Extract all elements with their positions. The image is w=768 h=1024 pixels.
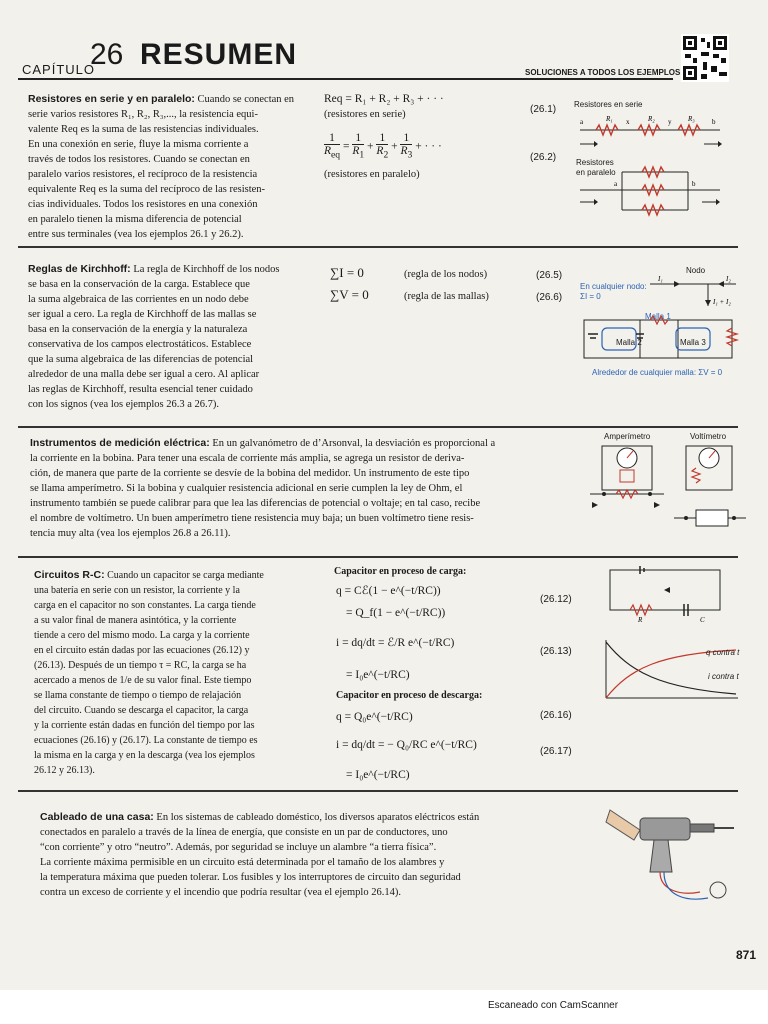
figure-label: i contra t	[708, 672, 739, 681]
rc-circuit-and-graph	[600, 560, 740, 704]
section-heading: Resistores en serie y en paralelo:	[28, 93, 195, 105]
series-parallel-text: Resistores en serie y en paralelo: Cuando se conectan en serie varios resistores R₁, R₂, R₃,..., la resistencia equi- valente Req es la suma de las resistencias individuales. En una conexión en serie, fluye la misma corriente a través de todos los resistores. Cuando se conectan en paralelo varios resistores, el recíproco de la resistencia equivalente Req es la suma del recíproco de las resisten- cias individuales. Todos los resistores en una conexión en paralelo tienen la misma diferencia de potencial entre sus terminales (vea los ejemplos 26.1 y 26.2).	[28, 93, 295, 240]
figure-label: Alrededor de cualquier malla: ΣV = 0	[592, 368, 723, 377]
figure-label: q contra t	[706, 648, 740, 657]
equation-number: (26.2)	[530, 152, 557, 163]
parallel-note: (resistores en paralelo)	[324, 169, 420, 180]
charging-i-equation: i = dq/dt = ℰ/R e^(−t/RC)	[336, 637, 455, 649]
svg-text:b: b	[692, 180, 696, 188]
loop-rule-note: (regla de las mallas)	[404, 291, 489, 302]
equation-number: (26.1)	[530, 104, 557, 115]
svg-text:a: a	[580, 118, 584, 126]
section-divider	[18, 556, 738, 558]
resistor-circuit-diagram	[570, 110, 730, 220]
svg-text:I₁: I₁	[658, 275, 663, 283]
svg-text:a: a	[614, 180, 618, 188]
page-number: 871	[735, 948, 756, 962]
svg-text:R₁: R₁	[606, 115, 613, 123]
qr-code-icon	[681, 34, 729, 82]
equation-number: (26.16)	[540, 710, 572, 721]
svg-text:b: b	[712, 118, 716, 126]
figure-label: Malla 2	[616, 338, 642, 347]
section-heading: Instrumentos de medición eléctrica:	[30, 437, 210, 449]
instruments-text: Instrumentos de medición eléctrica: En un galvanómetro de d’Arsonval, la desviación es proporcional a la corriente en la bobina. Para tener una escala de corriente más amplia, se agrega un resistor de deriva- ción, de manera que parte de la corriente se desvíe de la bobina del medidor. Un instrumento de este tipo se llama amperímetro. Si la bobina y cualquier resistencia adicional en serie cumplen la ley de Ohm, el instrumento también se puede calibrar para que lea las diferencias de potencial o voltaje; en tal caso, recibe el nombre de voltímetro. Un buen amperímetro tiene resistencia muy baja; un buen voltímetro tiene resis- tencia muy alta (vea los ejemplos 26.8 a 26.11).	[30, 437, 496, 539]
svg-text:I₂: I₂	[726, 275, 731, 283]
loop-rule-equation: ∑V = 0	[330, 287, 369, 302]
section-divider	[18, 246, 738, 248]
solutions-label: SOLUCIONES A TODOS LOS EJEMPLOS	[525, 68, 681, 77]
parallel-equation: $\frac{1}{R_{eq}}$ = $\frac{1}{R_1}$ + $\frac{1}{R_2}$ + $\frac{1}{R_3}$ + · · ·	[324, 132, 442, 161]
figure-label: Resistores	[576, 158, 614, 167]
section-divider	[18, 426, 738, 428]
header-rule	[18, 78, 673, 80]
svg-text:C: C	[700, 616, 705, 624]
kirchhoff-diagram	[580, 272, 740, 367]
equation-number: (26.12)	[540, 594, 572, 605]
equation-number: (26.5)	[536, 270, 563, 281]
page-title: RESUMEN	[140, 38, 298, 71]
figure-label: Malla 3	[680, 338, 706, 347]
figure-label: Voltímetro	[690, 432, 727, 441]
figure-label: ΣI = 0	[580, 292, 601, 301]
chapter-word: CAPÍTULO	[22, 62, 96, 77]
svg-text:R₂: R₂	[648, 115, 655, 123]
svg-text:R₃: R₃	[688, 115, 695, 123]
junction-rule-note: (regla de los nodos)	[404, 269, 488, 280]
kirchhoff-text: Reglas de Kirchhoff: La regla de Kirchhoff de los nodos se basa en la conservación de la carga. Establece que la suma algebraica de las corrientes en un nodo debe ser igual a cero. La regla de Kirchhoff de las mallas se basa en la conservación de la energía y la naturaleza conservativa de los campos electrostáticos. Establece que la suma algebraica de las diferencias de potencial alrededor de una malla debe ser igual a cero. Al aplicar las reglas de Kirchhoff, resulta esencial tener cuidado con los signos (vea los ejemplos 26.3 a 26.7).	[28, 263, 280, 410]
chapter-number: 26	[90, 38, 124, 71]
charging-i-equation-2: = I₀e^(−t/RC)	[346, 669, 410, 681]
discharging-title: Capacitor en proceso de descarga:	[336, 690, 483, 701]
svg-text:R: R	[638, 616, 643, 624]
svg-text:x: x	[626, 118, 630, 126]
section-heading: Reglas de Kirchhoff:	[28, 263, 131, 275]
rc-text: Circuitos R-C: Cuando un capacitor se carga mediante una batería en serie con un resistor, la corriente y la carga en el capacitor no son constantes. La carga tiende a su valor final de manera asintótica, y la corriente tiende a cero del mismo modo. La carga y la corriente en el circuito están dadas por las ecuaciones (26.12) y (26.13). Después de un tiempo τ = RC, la carga se ha acercado a menos de 1/e de su valor final. Este tiempo se llama constante de tiempo o tiempo de relajación del circuito. Cuando se descarga el capacitor, la carga y la corriente están dadas en función del tiempo por las ecuaciones (26.16) y (26.17). La constante de tiempo es la misma en la carga y en la descarga (vea los ejemplos 26.12 y 26.13).	[34, 569, 264, 776]
section-heading: Circuitos R-C:	[34, 569, 105, 581]
junction-rule-equation: ∑I = 0	[330, 265, 364, 280]
equation-number: (26.6)	[536, 292, 563, 303]
equation-number: (26.13)	[540, 646, 572, 657]
equation-number: (26.17)	[540, 746, 572, 757]
footer-bar	[0, 990, 768, 1024]
charging-title: Capacitor en proceso de carga:	[334, 566, 467, 577]
section-heading: Cableado de una casa:	[40, 811, 154, 823]
discharging-q-equation: q = Q₀e^(−t/RC)	[336, 711, 413, 723]
meters-diagram	[590, 442, 746, 536]
figure-label: Amperímetro	[604, 432, 651, 441]
discharging-i-equation-2: = I₀e^(−t/RC)	[346, 769, 410, 781]
figure-label: Malla 1	[645, 312, 671, 321]
drill-wiring-illustration	[600, 800, 740, 910]
figure-label: en paralelo	[576, 168, 616, 177]
wiring-text: Cableado de una casa: En los sistemas de cableado doméstico, los diversos aparatos eléctricos están conectados en paralelo a través de la línea de energía, que consiste en un par de conductores, uno “con corriente” y otro “neutro”. Además, por seguridad se incluye un alambre “a tierra física”. La corriente máxima permisible en un circuito está determinada por el tamaño de los alambres y la temperatura máxima que pueden tolerar. Los fusibles y los interruptores de circuito dan seguridad contra un exceso de corriente y el incendio que podría resultar (vea el ejemplo 26.14).	[40, 811, 480, 898]
series-note: (resistores en serie)	[324, 109, 406, 120]
figure-label: En cualquier nodo:	[580, 282, 647, 291]
discharging-i-equation: i = dq/dt = − Q₀/RC e^(−t/RC)	[336, 739, 477, 751]
svg-text:y: y	[668, 118, 672, 126]
scanner-watermark: Escaneado con CamScanner	[488, 1000, 619, 1011]
figure-label: Nodo	[686, 266, 706, 275]
series-equation: Req = R₁ + R₂ + R₃ + · · ·	[324, 93, 444, 105]
figure-label: Resistores en serie	[574, 100, 643, 109]
section-divider	[18, 790, 738, 792]
svg-text:I₁ + I₂: I₁ + I₂	[713, 298, 731, 306]
charging-q-equation-2: = Q_f(1 − e^(−t/RC))	[346, 607, 446, 619]
charging-q-equation: q = Cℰ(1 − e^(−t/RC))	[336, 585, 441, 597]
